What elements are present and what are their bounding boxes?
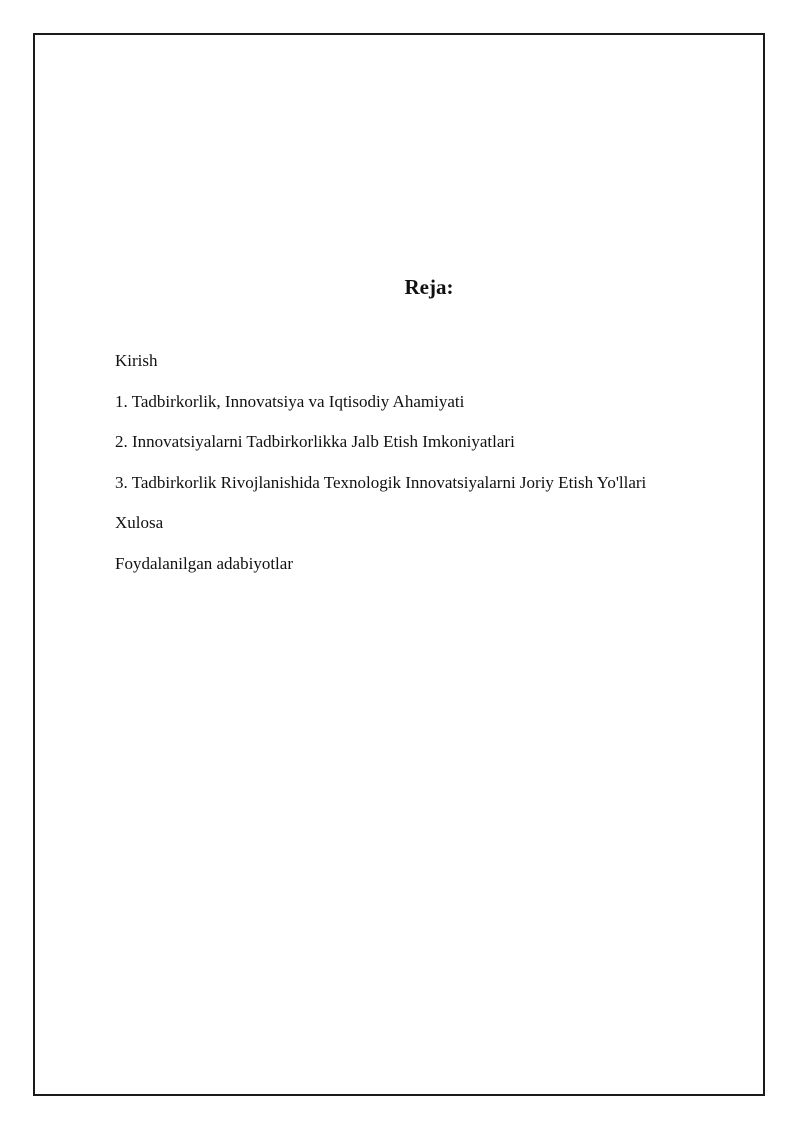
toc-item-section-1: 1. Tadbirkorlik, Innovatsiya va Iqtisodiy Ahamiyati xyxy=(115,391,465,411)
toc-item-section-2: 2. Innovatsiyalarni Tadbirkorlikka Jalb Etish Imkoniyatlari xyxy=(115,432,515,452)
page-title: Reja: xyxy=(404,275,454,299)
toc-item-section-3: 3. Tadbirkorlik Rivojlanishida Texnologik Innovatsiyalarni Joriy Etish Yo'llari xyxy=(115,472,647,492)
toc-item-introduction: Kirish xyxy=(115,351,158,370)
toc-item-conclusion: Xulosa xyxy=(115,513,164,533)
table-of-contents xyxy=(115,351,755,595)
toc-item-references: Foydalanilgan adabiyotlar xyxy=(115,553,293,573)
